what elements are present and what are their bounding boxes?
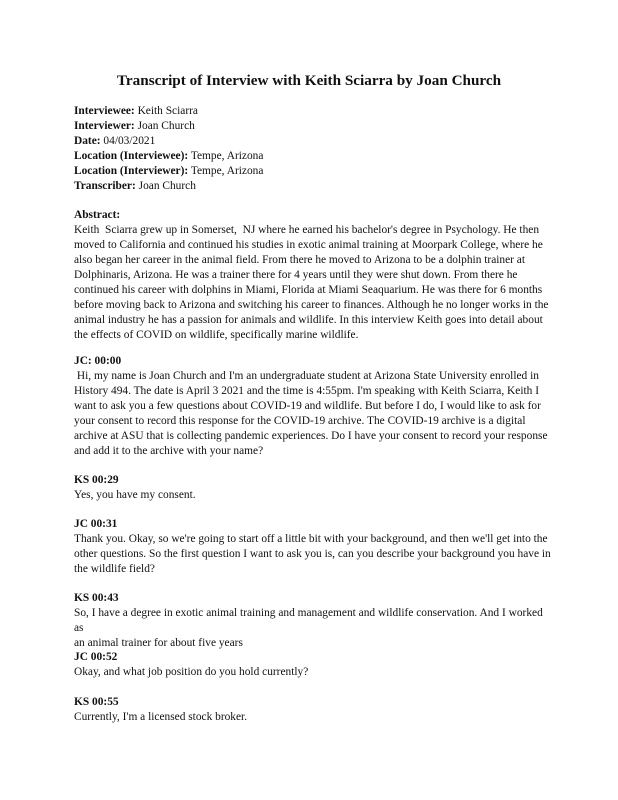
speaker-timestamp: KS 00:43 [74, 592, 119, 604]
turn-line: Yes, you have my consent. [74, 489, 196, 501]
abstract-line: also began her career in the animal field. From there he moved to Arizona to be a dolphin trainer at [74, 254, 526, 266]
speaker-timestamp: KS 00:29 [74, 474, 119, 486]
abstract-line: Keith Sciarra grew up in Somerset, NJ where he earned his bachelor's degree in Psychology. He then [74, 224, 540, 236]
abstract-line: before moving back to Arizona and switching his career to finances. Although he no longer works in the [74, 299, 549, 311]
turn-line: want to ask you a few questions about COVID-19 and wildlife. But before I do, I would like to ask for [74, 400, 541, 412]
turn-line: your consent to record this response for the COVID-19 archive. The COVID-19 archive is a digital [74, 415, 526, 427]
abstract-line: the effects of COVID on wildlife, specifically marine wildlife. [74, 329, 359, 341]
interview-metadata [74, 104, 554, 194]
turn-line: So, I have a degree in exotic animal training and management and wildlife conservation. And I worked as [74, 607, 546, 634]
transcript-turn [74, 650, 552, 680]
speaker-timestamp: JC 00:52 [74, 651, 118, 663]
meta-label: Date: [74, 135, 101, 147]
meta-label: Interviewer: [74, 120, 135, 132]
transcript-turn [74, 473, 552, 503]
turn-line: Okay, and what job position do you hold currently? [74, 666, 309, 678]
turn-line: Thank you. Okay, so we're going to start off a little bit with your background, and then we'll get into the [74, 533, 548, 545]
transcript-turn [74, 354, 552, 459]
abstract-heading: Abstract: [74, 209, 121, 221]
turn-line: the wildlife field? [74, 563, 155, 575]
meta-date [74, 134, 554, 149]
meta-interviewer [74, 119, 554, 134]
meta-location-interviewer [74, 164, 554, 179]
speaker-timestamp: KS 00:55 [74, 696, 119, 708]
meta-interviewee [74, 104, 554, 119]
meta-transcriber [74, 179, 554, 194]
turn-line: Hi, my name is Joan Church and I'm an undergraduate student at Arizona State University enrolled in [74, 370, 539, 382]
turn-line: and add it to the archive with your name? [74, 445, 264, 457]
meta-label: Interviewee: [74, 105, 135, 117]
abstract-section [74, 208, 552, 343]
page-title: Transcript of Interview with Keith Sciarra by Joan Church [116, 72, 502, 89]
meta-value: Joan Church [134, 120, 195, 132]
turn-line: archive at ASU that is collecting pandemic experiences. Do I have your consent to record your response [74, 430, 548, 442]
meta-value: Tempe, Arizona [188, 150, 264, 162]
speaker-timestamp: JC: 00:00 [74, 355, 122, 367]
meta-value: Tempe, Arizona [188, 165, 264, 177]
abstract-line: Dolphinaris, Arizona. He was a trainer there for 4 years until they were shut down. From there he [74, 269, 518, 281]
turn-line: other questions. So the first question I want to ask you is, can you describe your background you have in [74, 548, 551, 560]
transcript-turn [74, 695, 552, 725]
meta-value: Joan Church [135, 180, 196, 192]
abstract-line: animal industry he has a passion for animals and wildlife. In this interview Keith goes into detail about [74, 314, 543, 326]
meta-label: Location (Interviewer): [74, 165, 189, 177]
transcript-turn [74, 517, 552, 577]
speaker-timestamp: JC 00:31 [74, 518, 118, 530]
meta-label: Location (Interviewee): [74, 150, 189, 162]
abstract-line: moved to California and continued his studies in exotic animal training at Moorpark College, where he [74, 239, 543, 251]
turn-line: an animal trainer for about five years [74, 637, 243, 649]
turn-line: Currently, I'm a licensed stock broker. [74, 711, 248, 723]
abstract-line: continued his career with dolphins in Miami, Florida at Miami Seaquarium. He was there for 6 months [74, 284, 543, 296]
meta-label: Transcriber: [74, 180, 136, 192]
meta-location-interviewee [74, 149, 554, 164]
meta-value: Keith Sciarra [134, 105, 198, 117]
meta-value: 04/03/2021 [100, 135, 156, 147]
turn-line: History 494. The date is April 3 2021 and the time is 4:55pm. I'm speaking with Keith Sciarra, Keith I [74, 385, 539, 397]
transcript-turn [74, 591, 552, 651]
